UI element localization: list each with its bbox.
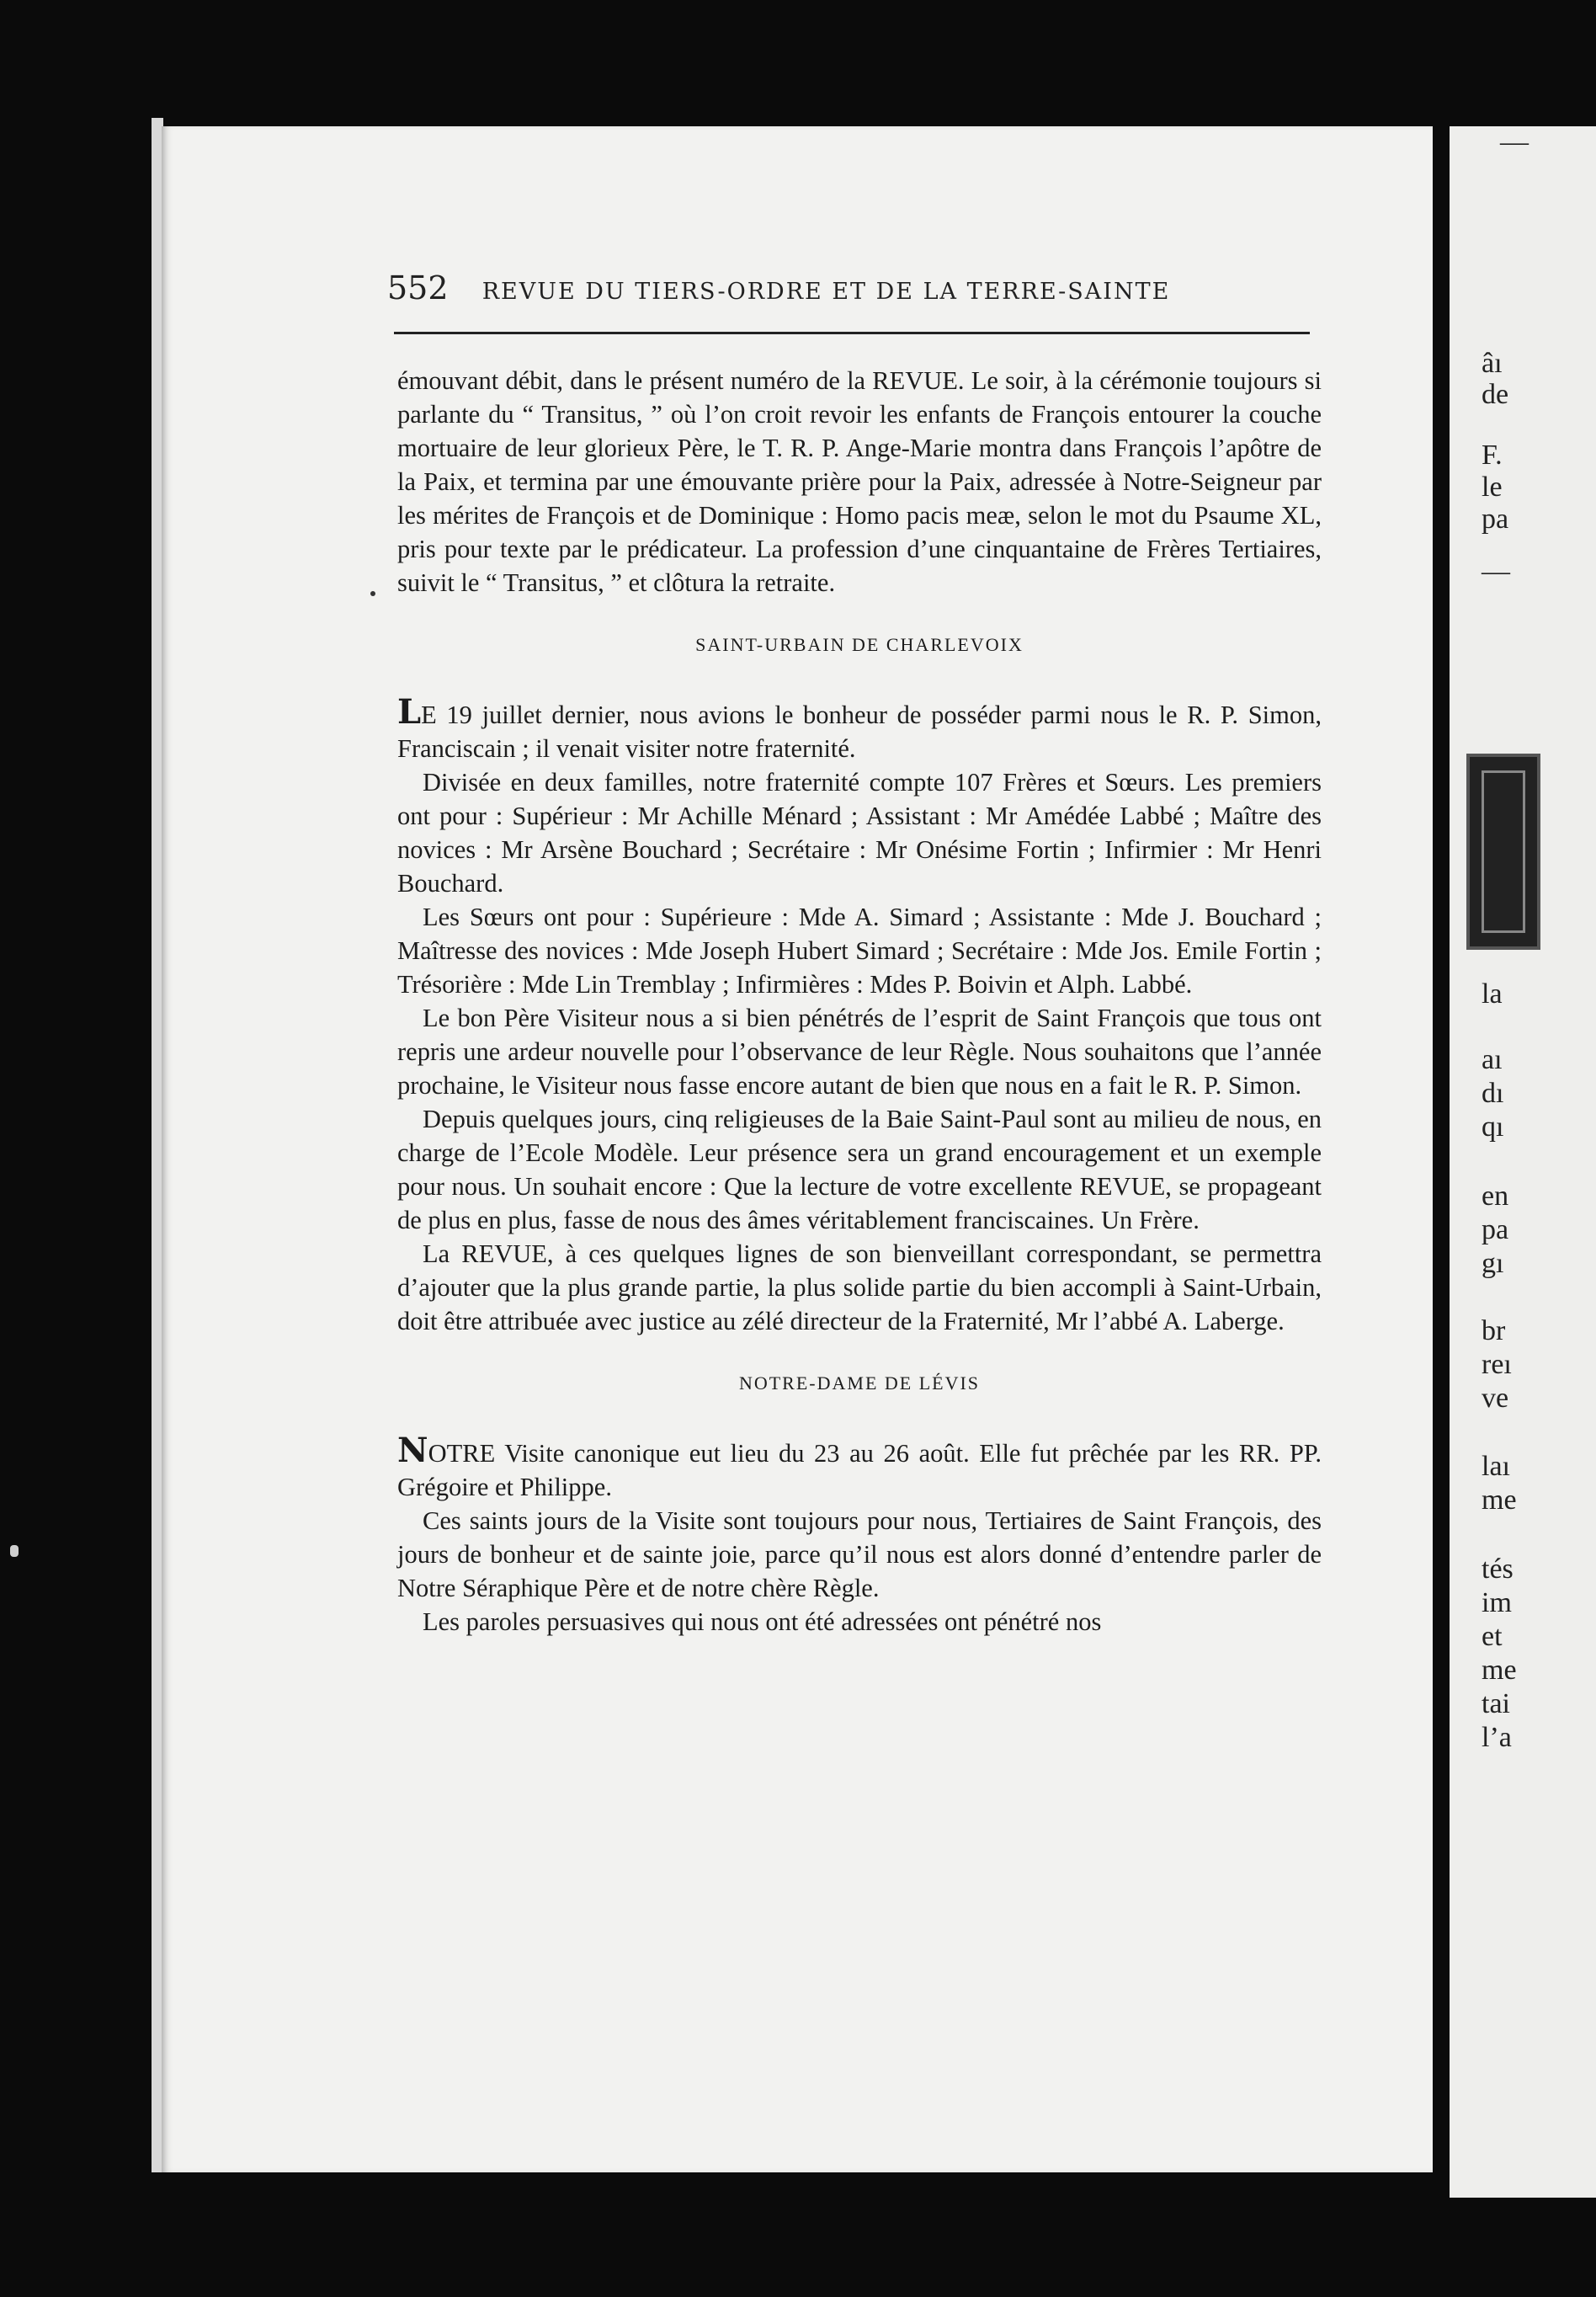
- facing-fragment: l’a: [1482, 1722, 1512, 1753]
- paragraph: Le bon Père Visiteur nous a si bien pénétrés de l’esprit de Saint François que tous ont repris une ardeur nouvelle pour l’observance de leur Règle. Nous souhaitons que l’année prochaine, le Visiteur nous fasse encore autant de bien que nous en a fait le R. P. Simon.: [397, 1004, 1322, 1100]
- facing-fragment: —: [1482, 556, 1510, 587]
- facing-fragment: en: [1482, 1180, 1509, 1212]
- margin-mark: [370, 591, 375, 596]
- facing-fragment: et: [1482, 1621, 1503, 1652]
- facing-dash: —: [1500, 126, 1529, 157]
- paragraph: La REVUE, à ces quelques lignes de son bienveillant correspondant, se permettra d’ajouter que la plus grande partie, la plus solide partie du bien accompli à Saint-Urbain, doit être attribuée avec justice au zélé directeur de la Fraternité, Mr l’abbé A. Laberge.: [397, 1239, 1322, 1335]
- drop-cap: N: [397, 1431, 428, 1470]
- paragraph: Les Sœurs ont pour : Supérieure : Mde A. Simard ; Assistante : Mde J. Bouchard ; Maîtresse des novices : Mde Joseph Hubert Simard ; Secrétaire : Mde Jos. Emile Fortin ; Trésorière : Mde Lin Tremblay ; Infirmières : Mdes P. Boivin et Alph. Labbé.: [397, 903, 1322, 999]
- paragraph: émouvant débit, dans le présent numéro de la REVUE. Le soir, à la cérémonie toujours si parlante du “ Transitus, ” où l’on croit revoir les enfants de François entourer la couche mortuaire de leur glorieux Père, le T. R. P. Ange-Marie montra dans François l’apôtre de la Paix, et termina par une émouvante prière pour la Paix, adressée à Notre-Seigneur par les mérites de François et de Dominique : Homo pacis meæ, selon le mot du Psaume XL, pris pour texte par le prédicateur. La profession d’une cinquantaine de Frères Tertiaires, suivit le “ Transitus, ” et clôtura la retraite.: [397, 366, 1322, 597]
- paragraph: Depuis quelques jours, cinq religieuses de la Baie Saint-Paul sont au milieu de nous, en charge de l’Ecole Modèle. Leur présence sera un grand encouragement et un exemple pour nous. Un souhait encore : Que la lecture de votre excellente REVUE, se propageant de plus en plus, fasse de nous des âmes véritablement franciscaines. Un Frère.: [397, 1105, 1322, 1234]
- facing-fragment: reı: [1482, 1349, 1512, 1380]
- section-heading: SAINT-URBAIN DE CHARLEVOIX: [695, 634, 1024, 655]
- facing-fragment: tai: [1482, 1688, 1510, 1719]
- running-header: [387, 269, 1313, 306]
- facing-fragment: dı: [1482, 1078, 1504, 1109]
- article-body: [397, 364, 1322, 1639]
- facing-fragment: gı: [1482, 1248, 1504, 1279]
- facing-fragment: de: [1482, 379, 1509, 410]
- facing-fragment: qı: [1482, 1111, 1504, 1143]
- header-rule: [394, 332, 1310, 334]
- facing-fragment: ve: [1482, 1383, 1509, 1414]
- edge-mark: [10, 1545, 19, 1557]
- page-number: 552: [387, 269, 449, 306]
- facing-fragment: br: [1482, 1315, 1506, 1346]
- facing-fragment: aı: [1482, 1044, 1503, 1075]
- paragraph: Les paroles persuasives qui nous ont été adressées ont pénétré nos: [423, 1607, 1102, 1636]
- facing-fragment: me: [1482, 1655, 1517, 1686]
- running-title: REVUE DU TIERS-ORDRE ET DE LA TERRE-SAINTE: [481, 279, 1171, 305]
- facing-fragment: pa: [1482, 1214, 1509, 1245]
- facing-fragment: me: [1482, 1484, 1517, 1516]
- paragraph: Divisée en deux familles, notre fraternité compte 107 Frères et Sœurs. Les premiers ont pour : Supérieur : Mr Achille Ménard ; Assistant : Mr Amédée Labbé ; Maître des novices : Mr Arsène Bouchard ; Secrétaire : Mr Onésime Fortin ; Infirmier : Mr Henri Bouchard.: [397, 768, 1322, 898]
- drop-cap: L: [397, 692, 422, 732]
- ornament-image: [1466, 754, 1540, 950]
- facing-fragment: im: [1482, 1587, 1512, 1618]
- facing-fragment: pa: [1482, 504, 1509, 535]
- paragraph: Ces saints jours de la Visite sont toujours pour nous, Tertiaires de Saint François, des jours de bonheur et de sainte joie, parce qu’il nous est alors donné d’entendre parler de Notre Séraphique Père et de notre chère Règle.: [397, 1506, 1322, 1602]
- facing-fragment: âı: [1482, 348, 1503, 379]
- paragraph-text: E 19 juillet dernier, nous avions le bonheur de posséder parmi nous le R. P. Simon, Franciscain ; il venait visiter notre fraternité.: [397, 701, 1322, 763]
- facing-fragment: laı: [1482, 1451, 1510, 1482]
- facing-fragment: le: [1482, 472, 1503, 503]
- paragraph: [397, 1431, 1322, 1504]
- facing-fragment: F.: [1482, 440, 1503, 471]
- paragraph-text: OTRE Visite canonique eut lieu du 23 au 26 août. Elle fut prêchée par les RR. PP. Grégoire et Philippe.: [397, 1439, 1322, 1501]
- facing-page: [1450, 126, 1596, 2198]
- facing-fragment: la: [1482, 978, 1503, 1010]
- paragraph: [397, 692, 1322, 765]
- section-heading: NOTRE-DAME DE LÉVIS: [738, 1372, 981, 1394]
- facing-fragment: tés: [1482, 1554, 1514, 1585]
